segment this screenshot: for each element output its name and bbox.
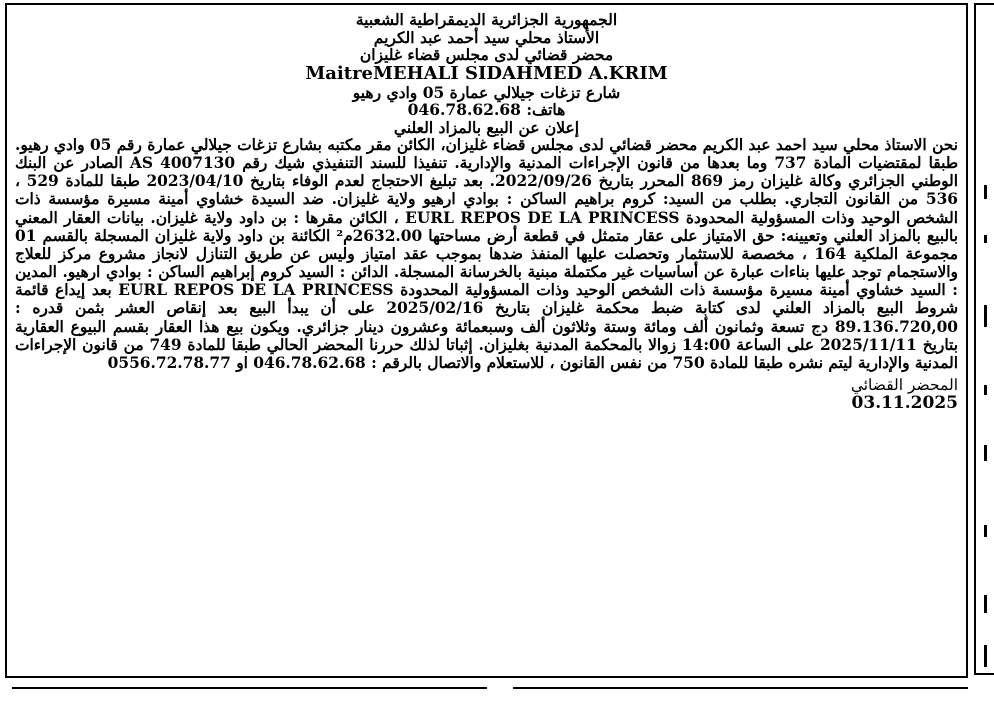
header-line-bailiff-name: الأستاذ محلي سيد أحمد عبد الكريم <box>373 27 600 47</box>
office-phone: هاتف: 046.78.62.68 <box>407 100 566 119</box>
strip-mark <box>984 235 987 243</box>
header-line-republic: الجمهورية الجزائرية الديمقراطية الشعبية <box>355 10 618 29</box>
strip-mark <box>984 445 987 461</box>
divider-rule-right <box>513 687 968 689</box>
notice-body: نحن الاستاذ محلي سيد احمد عبد الكريم محضر قضائي لدى مجلس قضاء غليزان، الكائن مقر مكتبه بشارع تزغات جيلالي عمارة رقم 05 وادي رهيو. طبقا لمقتضيات المادة 737 وما بعدها من قانون الإجراءات المدنية والإدارية. تنفيذا للسند التنفيذي شيك رقم AS 4007130 الصادر عن البنك الوطني الجزائري وكالة غليزان رمز 869 المحرر بتاريخ 2022/09/26. بعد تبليغ الاحتجاج لعدم الوفاء بتاريخ 2023/04/10 طبقا للمادة 529 ، 536 من القانون التجاري. بطلب من السيد: كروم براهيم الساكن : بوادي ارهيو ولاية غليزان. ضد السيدة خشاوي أمينة مسيرة مؤسسة ذات الشخص الوحيد وذات المسؤولية المحدودة EURL REPOS DE LA PRINCESS ، الكائن مقرها : بن داود ولاية غليزان. بيانات العقار المعني بالبيع بالمزاد العلني وتعيينه: حق الامتياز على عقار متمثل في قطعة أرض مساحتها 2632.00م² الكائنة بن داود ولاية غليزان المسجلة بالقسم 01 مجموعة الملكية 164 ، مخصصة للاستثمار وتحصلت عليها المنفذ ضدها بموجب عقد امتياز وليس عن طريق التنازل لانجاز مشروع مركز للعلاج والاستجمام توجد عليها بناءات عبارة عن أساسيات غير مكتملة مبنية بالخرسانة المسجلة. الدائن : السيد كروم إبراهيم الساكن : بوادي ارهيو. المدين : السيد خشاوي أمينة مسيرة مؤسسة ذات الشخص الوحيد وذات المسؤولية المحدودة EURL REPOS DE LA PRINCESS بعد إيداع قائمة شروط البيع بالمزاد العلني لدى كتابة ضبط محكمة غليزان بتاريخ 2025/02/16 على أن يبدأ البيع بعد إنقاص العشر بثمن قدره : 89.136.720,00 دج تسعة وثمانون ألف ومائة وستة وثلاثون ألف وسبعمائة وعشرون دينار جزائري. ويكون بيع هذا العقار بقسم البيوع العقارية بتاريخ 2025/11/11 على الساعة 14:00 زوالا بالمحكمة المدنية بغليزان. إثباتا لذلك حررنا المحضر الحالي طبقا للمادة 749 من قانون الإجراءات المدنية والإدارية ليتم نشره طبقا للمادة 750 من نفس القانون ، للاستعلام والاتصال بالرقم : 046.78.62.68 او 0556.72.78.77 <box>15 136 959 372</box>
notice-header <box>15 11 958 136</box>
divider-rule-left <box>12 687 487 689</box>
header-line-bailiff-role: محضر قضائي لدى مجلس قضاء غليزان <box>359 45 614 64</box>
strip-mark <box>984 645 987 667</box>
notice-date: 03.11.2025 <box>851 393 958 414</box>
notice-footer <box>15 376 958 412</box>
strip-mark <box>984 595 987 613</box>
strip-mark <box>984 185 987 199</box>
adjacent-column-edge <box>974 3 994 675</box>
strip-mark <box>984 525 987 537</box>
strip-mark <box>984 305 987 327</box>
signature-title: المحضر القضائي <box>850 376 958 395</box>
strip-mark <box>984 385 987 395</box>
announcement-title: إعلان عن البيع بالمزاد العلني <box>393 117 580 137</box>
bailiff-latin-name: MaitreMEHALI SIDAHMED A.KRIM <box>305 62 668 84</box>
legal-notice-box <box>5 3 968 678</box>
office-address: شارع تزغات جيلالي عمارة 05 وادي رهيو <box>352 82 621 102</box>
